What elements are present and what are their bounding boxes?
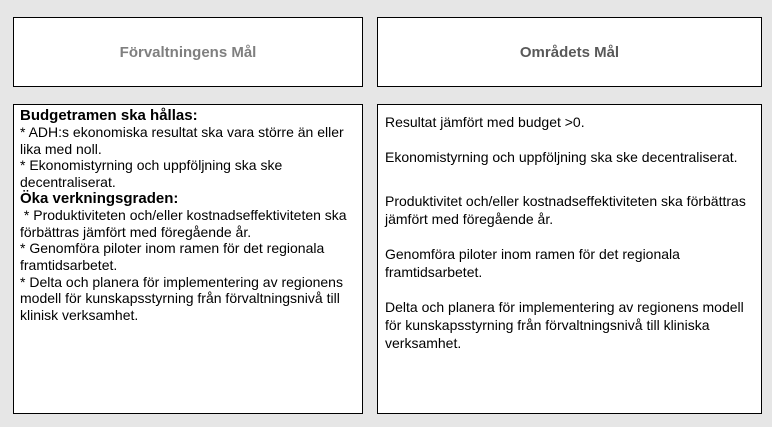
budget-heading: Budgetramen ska hållas:	[20, 107, 198, 124]
omradets-mal-panel	[377, 104, 762, 414]
goal-item: * Produktiviteten och/eller kostnadseffektiviteten ska förbättras jämfört med föregående år.	[20, 206, 351, 240]
goal-item: * ADH:s ekonomiska resultat ska vara större än eller lika med noll.	[20, 124, 344, 157]
area-goal-item: Genomföra piloter inom ramen för det regionala framtidsarbetet.	[385, 246, 680, 280]
area-goal-item: Resultat jämfört med budget >0.	[385, 114, 585, 130]
area-goal-item: Ekonomistyrning och uppföljning ska ske decentraliserat.	[385, 149, 738, 165]
area-goal-item: Produktivitet och/eller kostnadseffektiviteten ska förbättras jämfört med föregående år.	[385, 193, 746, 227]
header-right-label: Områdets Mål	[519, 43, 620, 61]
header-omradets-mal	[377, 17, 762, 87]
efficiency-heading: Öka verkningsgraden:	[20, 189, 179, 207]
goal-item: * Delta och planera för implementering av regionens modell för kunskapsstyrning från förvaltningsnivå till klinisk verksamhet.	[20, 273, 343, 324]
area-goal-item: Delta och planera för implementering av regionens modell för kunskapsstyrning från förvaltningsnivå till kliniska verksamhet.	[385, 299, 744, 351]
goal-item: * Ekonomistyrning och uppföljning ska ske decentraliserat.	[20, 157, 283, 191]
header-left-label: Förvaltningens Mål	[119, 43, 257, 61]
header-forvaltningens-mal	[13, 17, 363, 87]
forvaltningens-mal-panel	[13, 104, 363, 414]
goal-item: * Genomföra piloter inom ramen för det regionala framtidsarbetet.	[20, 240, 325, 273]
